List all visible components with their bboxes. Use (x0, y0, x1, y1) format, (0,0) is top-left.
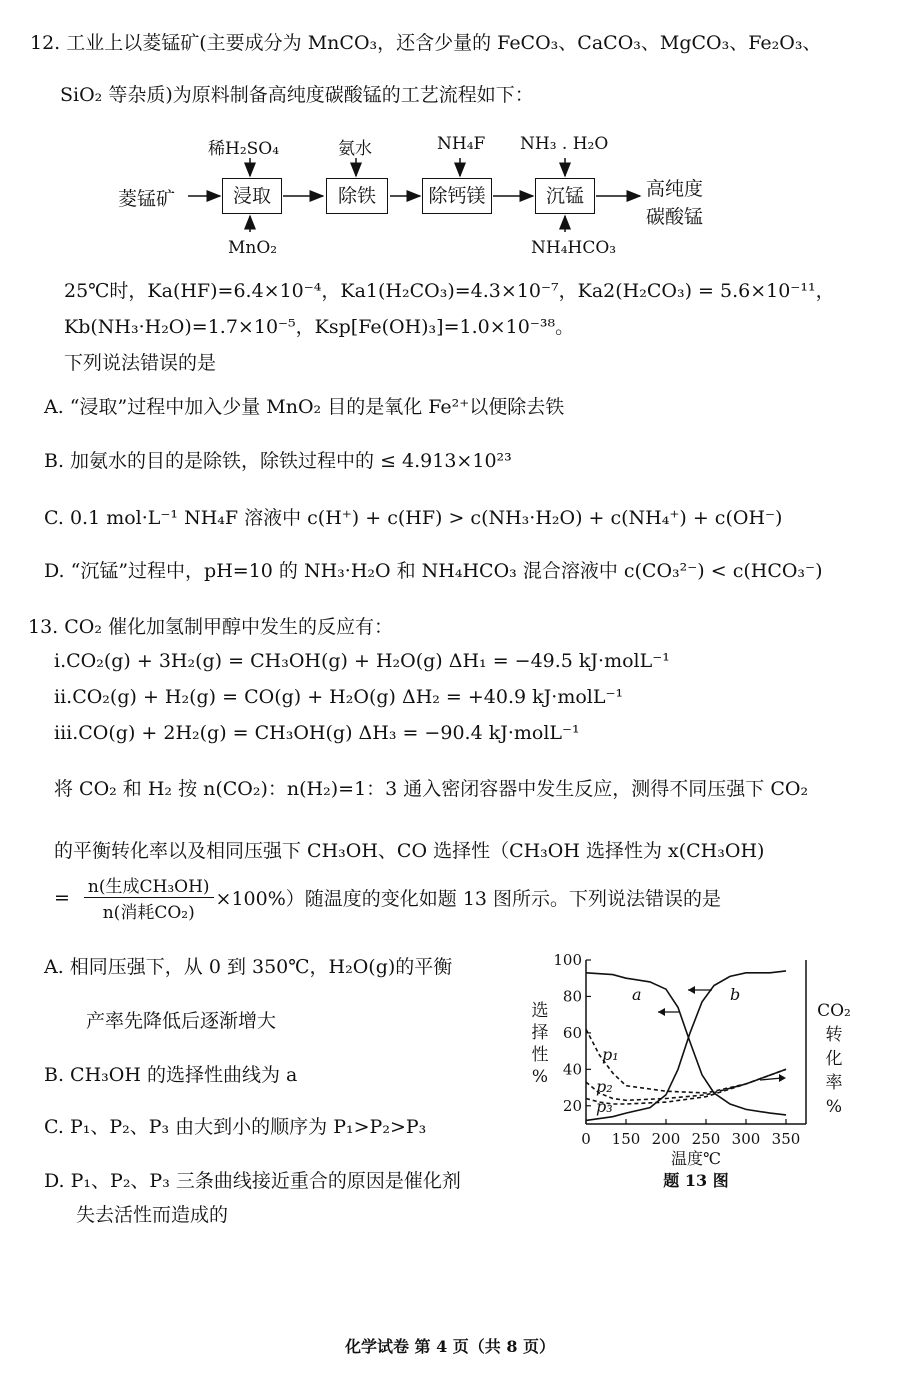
arrow-a-left-head (658, 1008, 665, 1016)
q13-option-a-line1: A. 相同压强下，从 0 到 350℃，H₂O(g)的平衡 (44, 956, 453, 978)
chart-caption: 题 13 图 (663, 1171, 729, 1190)
flow-step-leach: 浸取 (222, 178, 282, 214)
flow-input-label: 菱锰矿 (118, 188, 176, 210)
arrow-conversion-right-head (779, 1074, 786, 1082)
q13-option-c: C. P₁、P₂、P₃ 由大到小的顺序为 P₁>P₂>P₃ (44, 1116, 427, 1138)
q13-option-d-line2: 失去活性而造成的 (76, 1204, 229, 1226)
q13-reaction-3: iii.CO(g) + 2H₂(g) = CH₃OH(g) ΔH₃ = −90.4 kJ·molL⁻¹ (54, 722, 580, 744)
y-tick-label: 80 (562, 987, 582, 1006)
y-tick-label: 100 (553, 951, 582, 969)
selectivity-fraction (84, 872, 214, 923)
reagent-ammonia: 氨水 (338, 139, 372, 159)
fraction-numerator: n(生成CH₃OH) (84, 872, 214, 898)
left-axis-label-char: 择 (531, 1023, 549, 1043)
left-axis-label-char: % (531, 1067, 549, 1087)
y-tick-label: 60 (562, 1023, 582, 1042)
reagent-mno2: MnO₂ (228, 238, 278, 258)
q13-para1: 将 CO₂ 和 H₂ 按 n(CO₂)：n(H₂)=1：3 通入密闭容器中发生反应，测得不同压强下 CO₂ (54, 778, 809, 800)
equals-sign: = (54, 886, 70, 909)
reagent-nh4hco3: NH₄HCO₃ (531, 238, 617, 258)
series-label-4: p₃ (596, 1097, 613, 1116)
q13-para2: 的平衡转化率以及相同压强下 CH₃OH、CO 选择性（CH₃OH 选择性为 x(CH₃OH) (54, 840, 765, 862)
q13-option-a-line2: 产率先降低后逐渐增大 (86, 1010, 277, 1032)
x-tick-label: 300 (731, 1130, 761, 1148)
q12-line1: 12. 工业上以菱锰矿(主要成分为 MnCO₃，还含少量的 FeCO₃、CaCO₃、MgCO₃、Fe₂O₃、 (30, 32, 822, 54)
q12-line2: SiO₂ 等杂质)为原料制备高纯度碳酸锰的工艺流程如下： (60, 84, 534, 106)
right-axis-label-char: 率 (825, 1073, 843, 1093)
q13-reaction-2: ii.CO₂(g) + H₂(g) = CO(g) + H₂O(g) ΔH₂ = +40.9 kJ·molL⁻¹ (54, 686, 624, 708)
right-axis-label-char: 转 (825, 1025, 843, 1045)
series-label-1: b (730, 985, 741, 1004)
flow-step-remove-ca-mg: 除钙镁 (422, 178, 492, 214)
reagent-nh3-h2o: NH₃ . H₂O (520, 134, 609, 154)
left-axis-label-char: 选 (531, 1001, 549, 1021)
series-line-p3 (586, 1069, 786, 1104)
page-footer: 化学试卷 第 4 页（共 8 页） (344, 1337, 556, 1356)
flow-step-remove-iron: 除铁 (326, 178, 388, 214)
series-label-2: p₁ (602, 1045, 619, 1064)
flow-output-line2: 碳酸锰 (646, 206, 704, 228)
q12-option-c: C. 0.1 mol·L⁻¹ NH₄F 溶液中 c(H⁺) + c(HF) > c(NH₃·H₂O) + c(NH₄⁺) + c(OH⁻) (44, 507, 783, 529)
q13-reaction-1: i.CO₂(g) + 3H₂(g) = CH₃OH(g) + H₂O(g) ΔH₁ = −49.5 kJ·molL⁻¹ (54, 650, 670, 672)
flow-step-precipitate-mn: 沉锰 (535, 178, 595, 214)
arrow-b-left-head (688, 986, 695, 994)
x-tick-label: 150 (611, 1130, 641, 1148)
q12-constants-line1: 25℃时，Ka(HF)=6.4×10⁻⁴，Ka1(H₂CO₃)=4.3×10⁻⁷，Ka2(H₂CO₃) = 5.6×10⁻¹¹， (64, 280, 835, 302)
y-tick-label: 20 (562, 1096, 582, 1115)
x-tick-label: 250 (691, 1130, 721, 1148)
q13-option-d-line1: D. P₁、P₂、P₃ 三条曲线接近重合的原因是催化剂 (44, 1170, 461, 1192)
q12-option-b: B. 加氨水的目的是除铁，除铁过程中的 ≤ 4.913×10²³ (44, 450, 512, 472)
x-axis-label: 温度℃ (671, 1149, 721, 1168)
reagent-dilute-h2so4: 稀H₂SO₄ (208, 139, 280, 159)
series-line-p2 (586, 1069, 786, 1100)
right-axis-label-char: 化 (825, 1049, 843, 1069)
x-tick-label: 200 (651, 1130, 681, 1148)
q12-question: 下列说法错误的是 (64, 352, 217, 374)
fraction-denominator: n(消耗CO₂) (102, 903, 195, 923)
x-tick-label: 350 (771, 1130, 801, 1148)
q13-chart (520, 940, 860, 1220)
left-axis-label-char: 性 (531, 1045, 549, 1065)
series-label-0: a (632, 985, 642, 1004)
x-tick-label: 0 (581, 1130, 591, 1148)
right-axis-label-char: % (825, 1097, 843, 1117)
q13-intro: 13. CO₂ 催化加氢制甲醇中发生的反应有： (28, 616, 394, 638)
q12-constants-line2: Kb(NH₃·H₂O)=1.7×10⁻⁵，Ksp[Fe(OH)₃]=1.0×10⁻³⁸。 (64, 316, 575, 338)
right-axis-label-char: CO₂ (817, 1001, 851, 1021)
flow-output-line1: 高纯度 (646, 178, 704, 200)
series-label-3: p₂ (596, 1077, 613, 1096)
q13-selectivity-formula (54, 872, 721, 923)
y-tick-label: 40 (562, 1060, 582, 1079)
q12-option-a: A. “浸取”过程中加入少量 MnO₂ 目的是氧化 Fe²⁺以便除去铁 (44, 396, 565, 418)
q13-option-b: B. CH₃OH 的选择性曲线为 a (44, 1064, 298, 1086)
reagent-nh4f: NH₄F (437, 134, 486, 154)
q13-para3: ×100%）随温度的变化如题 13 图所示。下列说法错误的是 (215, 888, 722, 910)
q12-option-d: D. “沉锰”过程中，pH=10 的 NH₃·H₂O 和 NH₄HCO₃ 混合溶液中 c(CO₃²⁻) < c(HCO₃⁻) (44, 560, 823, 582)
